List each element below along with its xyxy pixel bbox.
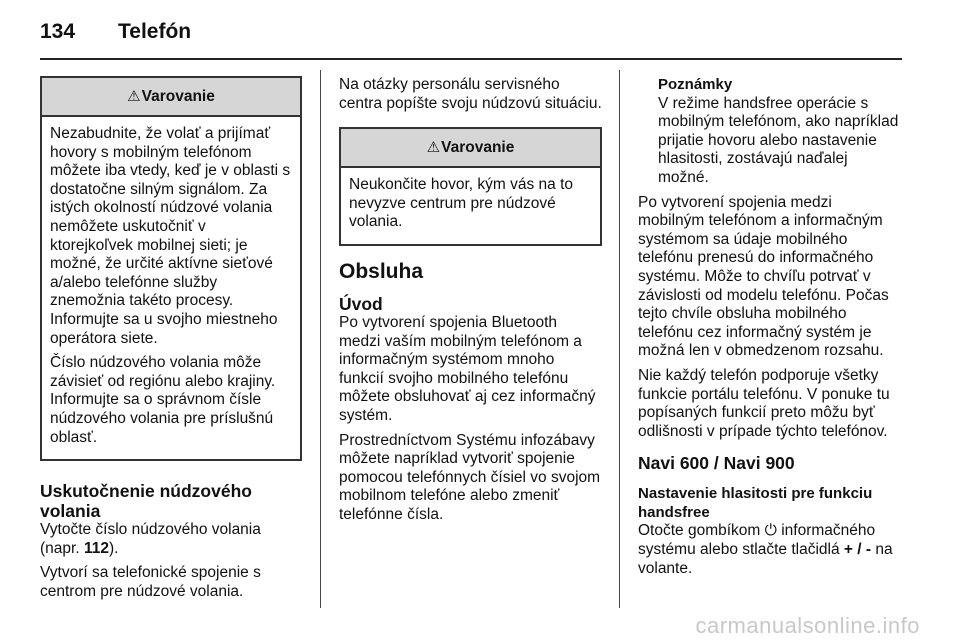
subheading: Úvod [339, 293, 383, 314]
left-column [40, 76, 302, 607]
subsection-title: Nastavenie hlasitosti pre funkciu handsfree [638, 485, 873, 521]
paragraph: Otočte gombíkom ⏻ informačného systému alebo stlačte tlačidlá + / - na volante. [638, 522, 893, 577]
header-divider [40, 58, 902, 60]
paragraph: Po vytvorení spojenia Bluetooth medzi vaším mobilným telefónom a informačným systémom mnoho funkcií svojho mobilného telefónu môžete obsluhovať aj cez informačný systém. [339, 313, 596, 424]
warning-box [40, 76, 302, 461]
paragraph: Nie každý telefón podporuje všetky funkcie portálu telefónu. V ponuke tu popísaných funkcií preto môžu byť odlišnosti v prípade týchto telefónov. [638, 366, 890, 440]
right-column [638, 76, 902, 584]
note-box [638, 76, 902, 188]
watermark: carmanualsonline.info [695, 613, 920, 639]
warning-header [341, 129, 600, 168]
warning-paragraph: Číslo núdzového volania môže závisieť od regiónu alebo krajiny. Informujte sa o správnom čísle núdzového volania pre príslušnú oblasť. [50, 354, 276, 446]
middle-column [339, 76, 602, 531]
warning-box [339, 127, 602, 246]
warning-title: Varovanie [141, 88, 215, 105]
paragraph: Prostredníctvom Systému infozábavy môžete napríklad vytvoriť spojenie pomocou telefónnych čísiel vo svojom mobilnom telefóne alebo zmeniť telefónne čísla. [339, 431, 601, 523]
paragraph: Vytvorí sa telefonické spojenie s centrom pre núdzové volania. [40, 564, 261, 600]
power-knob-icon: ⏻ [764, 522, 777, 540]
page-title: Telefón [118, 20, 192, 43]
section-title: Uskutočnenie núdzového volania [40, 481, 252, 522]
emergency-number: 112 [83, 539, 109, 557]
warning-header [42, 78, 300, 117]
warning-body [341, 168, 600, 244]
warning-triangle-icon: ⚠ [426, 139, 441, 157]
section-title: Navi 600 / Navi 900 [638, 453, 795, 474]
warning-paragraph: Nezabudnite, že volať a prijímať hovory s mobilným telefónom môžete iba vtedy, keď je v oblasti s dostatočne silným signálom. Za istých okolností núdzové volania nemôžete uskutočniť v ktorejkoľvek mobilnej sieti; je možné, že určité aktívne sieťové a/alebo telefónne služby znemožnia takéto procesy. Informujte sa u svojho miestneho operátora siete. [50, 125, 291, 347]
warning-body [42, 117, 300, 459]
warning-paragraph: Neukončite hovor, kým vás na to nevyzve centrum pre núdzové volania. [349, 176, 574, 231]
paragraph: Po vytvorení spojenia medzi mobilným telefónom a informačným systémom sa údaje mobilného telefónu prenesú do informačného systému. Môže to chvíľu potrvať v závislosti od modelu telefónu. Počas tejto chvíle obsluha mobilného telefónu cez informačný systém je možná len v obmedzenom rozsahu. [638, 193, 889, 360]
warning-triangle-icon: ⚠ [127, 88, 141, 105]
note-title: Poznámky [658, 76, 733, 93]
note-text: V režime handsfree operácie s mobilným telefónom, ako napríklad prijatie hovoru alebo nastavenie hlasitosti, zostávajú naďalej možné. [658, 94, 899, 186]
paragraph: Vytočte číslo núdzového volania (napr. 112). [40, 521, 261, 557]
column-divider [320, 70, 321, 608]
paragraph: Na otázky personálu servisného centra popíšte svoju núdzovú situáciu. [339, 76, 602, 112]
page-number: 134 [40, 20, 76, 43]
column-divider [619, 70, 620, 608]
warning-title: Varovanie [441, 139, 515, 157]
volume-keys: + / - [843, 541, 872, 559]
section-heading: Obsluha [339, 259, 424, 283]
